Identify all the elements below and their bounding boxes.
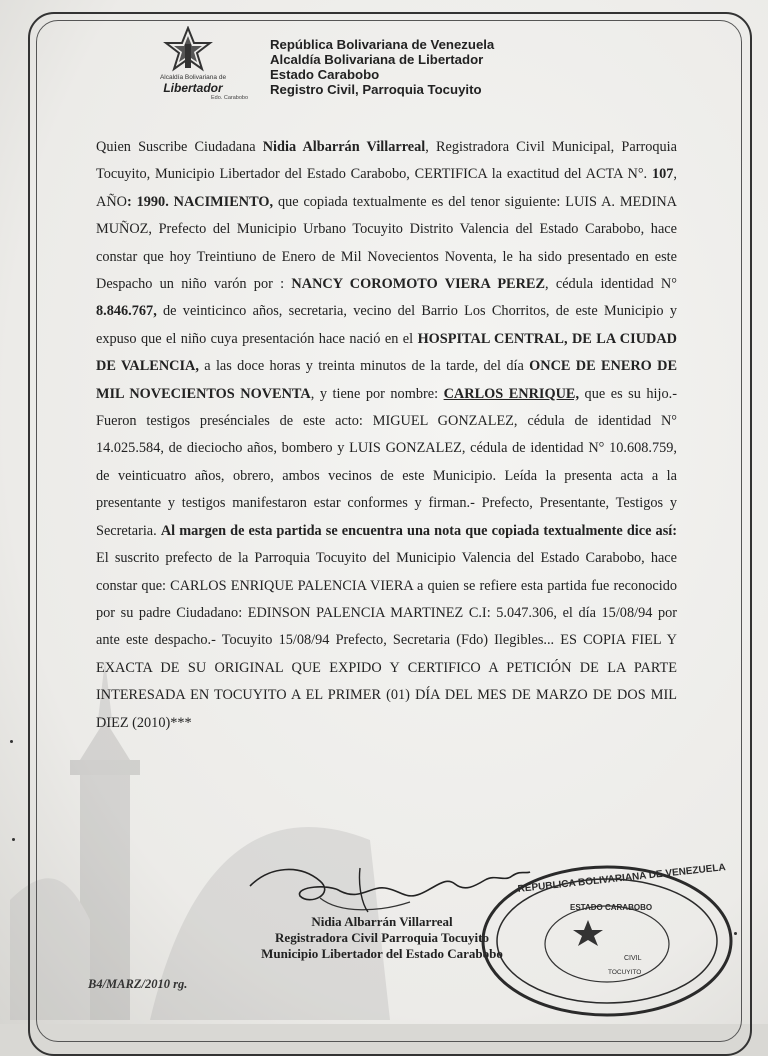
signer-name: Nidia Albarrán Villarreal [311,914,453,929]
registrar-name: Nidia Albarrán Villarreal [262,139,426,155]
birthplace: HOSPITAL CENTRAL, DE LA CIUDAD DE VALENCIA, [96,330,677,375]
mother-name: NANCY COROMOTO VIERA PEREZ [291,276,545,293]
mother-id: 8.846.767, [96,303,157,320]
letterhead-registry: Registro Civil, Parroquia Tocuyito [270,82,482,97]
alcaldia-logo [138,26,248,102]
official-stamp-icon [478,862,736,1020]
certificate-body [96,134,677,737]
signer-municipality: Municipio Libertador del Estado Carabobo [261,946,503,961]
star-logo-icon [158,26,218,74]
scan-speck [734,932,737,935]
birth-date: ONCE DE ENERO DE MIL NOVECIENTOS NOVENTA [96,358,678,402]
certificate-text: Quien Suscribe Ciudadana Nidia Albarrán Villarreal, Registradora Civil Municipal, Parroquia Tocuyito, Municipio Libertador del Estado Carabobo, CERTIFICA la exactitud del ACTA N°. 107, AÑO: 1990. NACIMIENTO, que copiada textualmente es del tenor siguiente: LUIS A. MEDINA MUÑOZ, Prefecto del Municipio Urbano Tocuyito Distrito Valencia del Estado Carabobo, hace constar que hoy Treintiuno de Enero de Mil Novecientos Noventa, le ha sido presentado en este Despacho un niño varón por : NANCY COROMOTO VIERA PEREZ, cédula identidad N° 8.846.767, de veinticinco años, secretaria, vecino del Barrio Los Chorritos, de este Municipio y expuso que el niño cuya presentación hace nació en el HOSPITAL CENTRAL, DE LA CIUDAD DE VALENCIA, a las doce horas y treinta minutos de la tarde, del día ONCE DE ENERO DE MIL NOVECIENTOS NOVENTA, y tiene por nombre: CARLOS ENRIQUE, que es su hijo.- Fueron testigos presénciales de este acto: MIGUEL GONZALEZ, cédula de identidad N° 14.025.584, de dieciocho años, bombero y LUIS GONZALEZ, cédula de identidad N° 10.608.759, de veinticuatro años, obrero, ambos vecinos de este Municipio. Leída la presenta acta a la presentante y testigos manifestaron estar conformes y firman.- Prefecto, Presentante, Testigos y Secretaria. Al margen de esta partida se encuentra una nota que copiada textualmente dice así: El suscrito prefecto de la Parroquia Tocuyito del Municipio Valencia del Estado Carabobo, hace constar que: CARLOS ENRIQUE PALENCIA VIERA a quien se refiere esta partida fue reconocido por su padre Ciudadano: EDINSON PALENCIA MARTINEZ C.I: 5.047.306, el día 15/08/94 por ante este despacho.- Tocuyito 15/08/94 Prefecto, Secretaria (Fdo) Ilegibles... ES COPIA FIEL Y EXACTA DE SU ORIGINAL QUE EXPIDO Y CERTIFICO A PETICIÓN DE LA PARTE INTERESADA EN TOCUYITO A EL PRIMER (01) DÍA DEL MES DE MARZO DE DOS MIL DIEZ (2010)*** [96,139,678,731]
logo-text-alcaldia: Alcaldía Bolivariana de [159,74,227,81]
letterhead [270,37,690,97]
signer-title: Registradora Civil Parroquia Tocuyito [275,930,489,945]
document-reference: B4/MARZ/2010 rg. [88,977,188,991]
stamp-outer-text: REPUBLICA BOLIVARIANA DE VENEZUELA [517,862,727,895]
scan-speck [10,740,13,743]
acta-year: 1990. NACIMIENTO, [136,193,274,210]
logo-text-state: Edo. Carabobo [211,95,248,101]
margin-note: Al margen de esta partida se encuentra una nota que copiada textualmente dice así: [160,522,677,539]
stamp-bottom-text: TOCUYITO [608,969,642,976]
letterhead-country: República Bolivariana de Venezuela [270,37,495,52]
logo-text-libertador: Libertador [163,81,223,95]
letterhead-state: Estado Carabobo [270,67,380,82]
letterhead-alcaldia: Alcaldía Bolivariana de Libertador [270,52,484,67]
stamp-inner-text: ESTADO CARABOBO [570,903,653,912]
stamp-center-label: CIVIL [624,955,642,962]
acta-number: 107 [651,166,674,183]
child-name: CARLOS ENRIQUE, [443,385,580,402]
scan-speck [12,838,15,841]
